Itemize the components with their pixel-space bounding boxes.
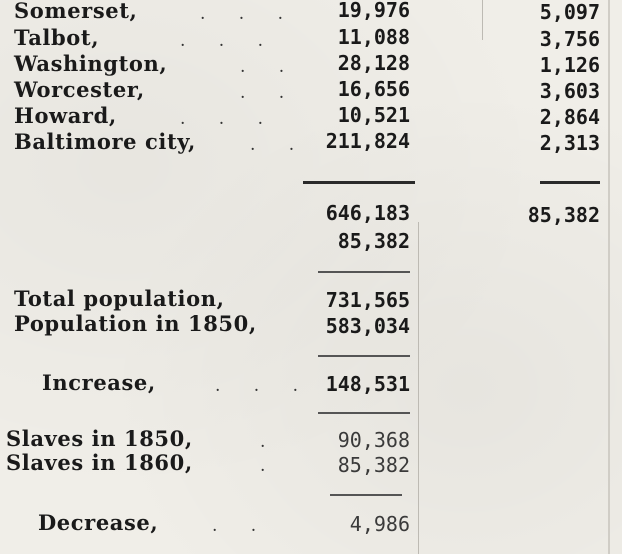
county-name: Talbot, (14, 25, 100, 50)
county-name: Worcester, (14, 77, 145, 102)
leader-dots: . . (240, 83, 299, 103)
slaves-1850-label: Slaves in 1850, (6, 426, 193, 451)
population-1850-value: 583,034 (325, 314, 410, 338)
leader-dots: . . . (215, 376, 313, 396)
free-population: 211,824 (325, 129, 410, 153)
increase-value: 148,531 (325, 372, 410, 396)
slave-population: 3,756 (539, 27, 600, 51)
decrease-label: Decrease, (38, 510, 159, 535)
page-edge-line (608, 0, 610, 554)
population-1850-label: Population in 1850, (14, 311, 257, 336)
county-name: Somerset, (14, 0, 138, 23)
sum-rule (318, 355, 410, 357)
column-rule (418, 222, 419, 554)
slave-population: 2,313 (539, 131, 600, 155)
leader-dots: . . . (180, 109, 278, 129)
free-population: 11,088 (337, 25, 410, 49)
slaves-carried: 85,382 (337, 229, 410, 253)
free-total: 646,183 (325, 201, 410, 225)
county-name: Baltimore city, (14, 129, 196, 154)
county-name: Howard, (14, 103, 117, 128)
slave-population: 1,126 (539, 53, 600, 77)
leader-dots: . (260, 456, 280, 476)
sum-rule (330, 494, 402, 496)
total-population-label: Total population, (14, 286, 225, 311)
leader-dots: . . . (180, 31, 278, 51)
free-population: 28,128 (337, 51, 410, 75)
slaves-1860-value: 85,382 (337, 453, 410, 477)
free-population: 19,976 (337, 0, 410, 22)
free-population: 10,521 (337, 103, 410, 127)
slaves-1850-value: 90,368 (337, 428, 410, 452)
leader-dots: . . (250, 135, 309, 155)
increase-label: Increase, (42, 370, 156, 395)
decrease-value: 4,986 (349, 512, 410, 536)
leader-dots: . . . (200, 4, 298, 24)
slave-population: 3,603 (539, 79, 600, 103)
free-population: 16,656 (337, 77, 410, 101)
leader-dots: . . (240, 57, 299, 77)
slave-population: 2,864 (539, 105, 600, 129)
slaves-1860-label: Slaves in 1860, (6, 450, 193, 475)
sum-rule (540, 181, 600, 184)
sum-rule (318, 271, 410, 273)
slave-population: 5,097 (539, 0, 600, 24)
leader-dots: . (260, 432, 280, 452)
sum-rule (318, 412, 410, 414)
sum-rule (303, 181, 415, 184)
total-population-value: 731,565 (325, 288, 410, 312)
leader-dots: . . (212, 516, 271, 536)
slaves-total: 85,382 (527, 203, 600, 227)
county-name: Washington, (14, 51, 168, 76)
